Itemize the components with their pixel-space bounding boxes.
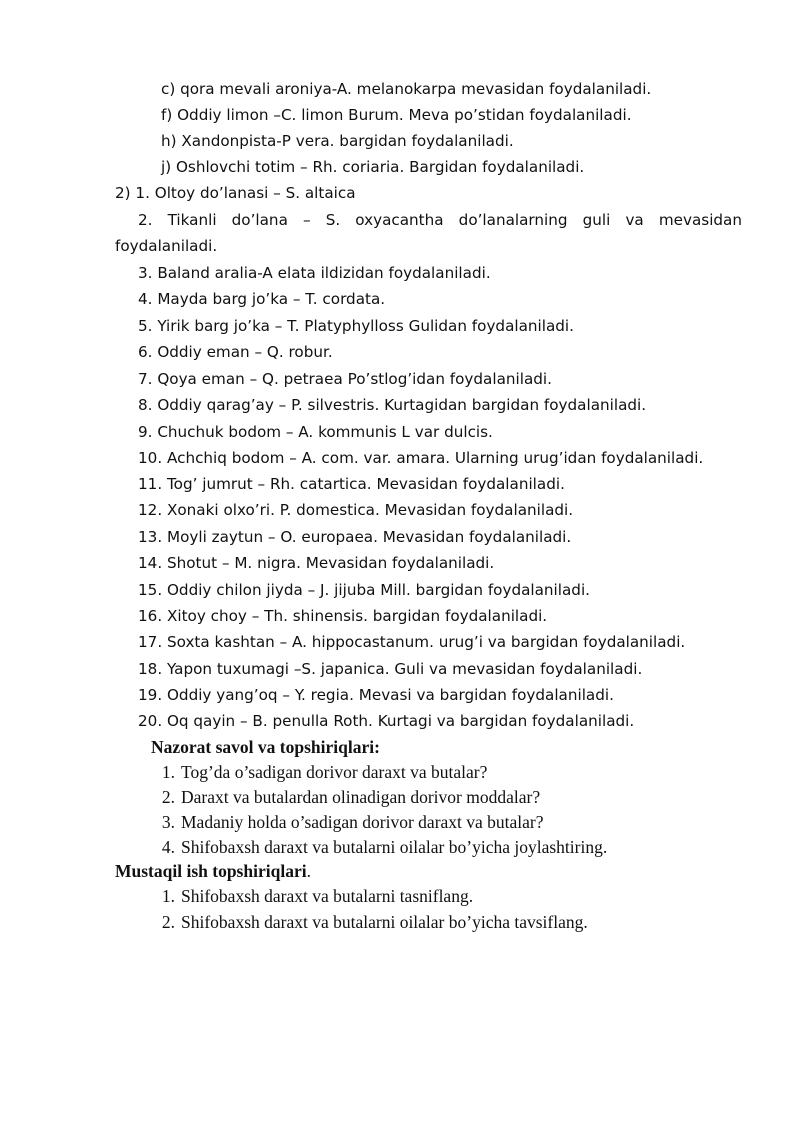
list-item: 11. Tog’ jumrut – Rh. catartica. Mevasidan foydalaniladi. [138, 475, 565, 493]
list-item: 19. Oddiy yang’oq – Y. regia. Mevasi va bargidan foydalaniladi. [138, 686, 614, 704]
control-questions-heading [151, 737, 380, 757]
list-item: 16. Xitoy choy – Th. shinensis. bargidan foydalaniladi. [138, 607, 548, 625]
list-item: 6. Oddiy eman – Q. robur. [138, 343, 333, 361]
task-number: 1. [161, 886, 175, 906]
question-text: Daraxt va butalardan olinadigan dorivor moddalar? [181, 787, 541, 807]
list-item: 5. Yirik barg jo’ka – T. Platyphylloss Gulidan foydalaniladi. [138, 317, 574, 335]
list-item: 18. Yapon tuxumagi –S. japanica. Guli va mevasidan foydalaniladi. [138, 660, 643, 678]
list-item: 7. Qoya eman – Q. petraea Po’stlog’idan foydalaniladi. [138, 370, 552, 388]
list-item: 4. Mayda barg jo’ka – T. cordata. [138, 290, 386, 308]
sub-item-c: c) qora mevali aroniya-A. melanokarpa mevasidan foydalaniladi. [161, 80, 652, 98]
list-item: 12. Xonaki olxo’ri. P. domestica. Mevasidan foydalaniladi. [138, 501, 574, 519]
question-number: 1. [161, 762, 175, 782]
list-item: 8. Oddiy qarag’ay – P. silvestris. Kurtagidan bargidan foydalaniladi. [138, 396, 647, 414]
question-text: Shifobaxsh daraxt va butalarni oilalar bo’yicha joylashtiring. [181, 837, 608, 857]
list-item: 9. Chuchuk bodom – A. kommunis L var dulcis. [138, 423, 493, 441]
list-item: 15. Oddiy chilon jiyda – J. jijuba Mill. bargidan foydalaniladi. [138, 581, 590, 599]
section-2-item-2-line-1: 2. Tikanli do’lana – S. oxyacantha do’lanalarning guli va mevasidan [138, 211, 742, 229]
heading-period: . [306, 861, 311, 881]
independent-work-heading [115, 861, 311, 881]
question-number: 4. [161, 837, 175, 857]
control-questions-heading-text: Nazorat savol va topshiriqlari: [151, 737, 380, 757]
sub-item-f: f) Oddiy limon –C. limon Burum. Meva po’stidan foydalaniladi. [161, 106, 632, 124]
question-text: Madaniy holda o’sadigan dorivor daraxt va butalar? [181, 812, 544, 832]
task-number: 2. [161, 912, 175, 932]
question-number: 2. [161, 787, 175, 807]
list-item: 10. Achchiq bodom – A. com. var. amara. Ularning urug’idan foydalaniladi. [138, 449, 704, 467]
sub-item-j: j) Oshlovchi totim – Rh. coriaria. Bargidan foydalaniladi. [161, 158, 585, 176]
task-text: Shifobaxsh daraxt va butalarni tasniflang. [181, 886, 474, 906]
task-text: Shifobaxsh daraxt va butalarni oilalar bo’yicha tavsiflang. [181, 912, 588, 932]
list-item: 14. Shotut – M. nigra. Mevasidan foydalaniladi. [138, 554, 495, 572]
list-item: 13. Moyli zaytun – O. europaea. Mevasidan foydalaniladi. [138, 528, 572, 546]
sub-item-h: h) Xandonpista-P vera. bargidan foydalaniladi. [161, 132, 514, 150]
independent-work-heading-text: Mustaqil ish topshiriqlari [115, 861, 307, 881]
section-2-item-1: 2) 1. Oltoy do’lanasi – S. altaica [115, 184, 356, 202]
section-2-item-2-line-2: foydalaniladi. [115, 237, 218, 255]
question-number: 3. [161, 812, 175, 832]
list-item: 17. Soxta kashtan – A. hippocastanum. urug’i va bargidan foydalaniladi. [138, 633, 686, 651]
list-item: 20. Oq qayin – B. penulla Roth. Kurtagi va bargidan foydalaniladi. [138, 712, 635, 730]
list-item: 3. Baland aralia-A elata ildizidan foydalaniladi. [138, 264, 491, 282]
question-text: Tog’da o’sadigan dorivor daraxt va butalar? [181, 762, 488, 782]
